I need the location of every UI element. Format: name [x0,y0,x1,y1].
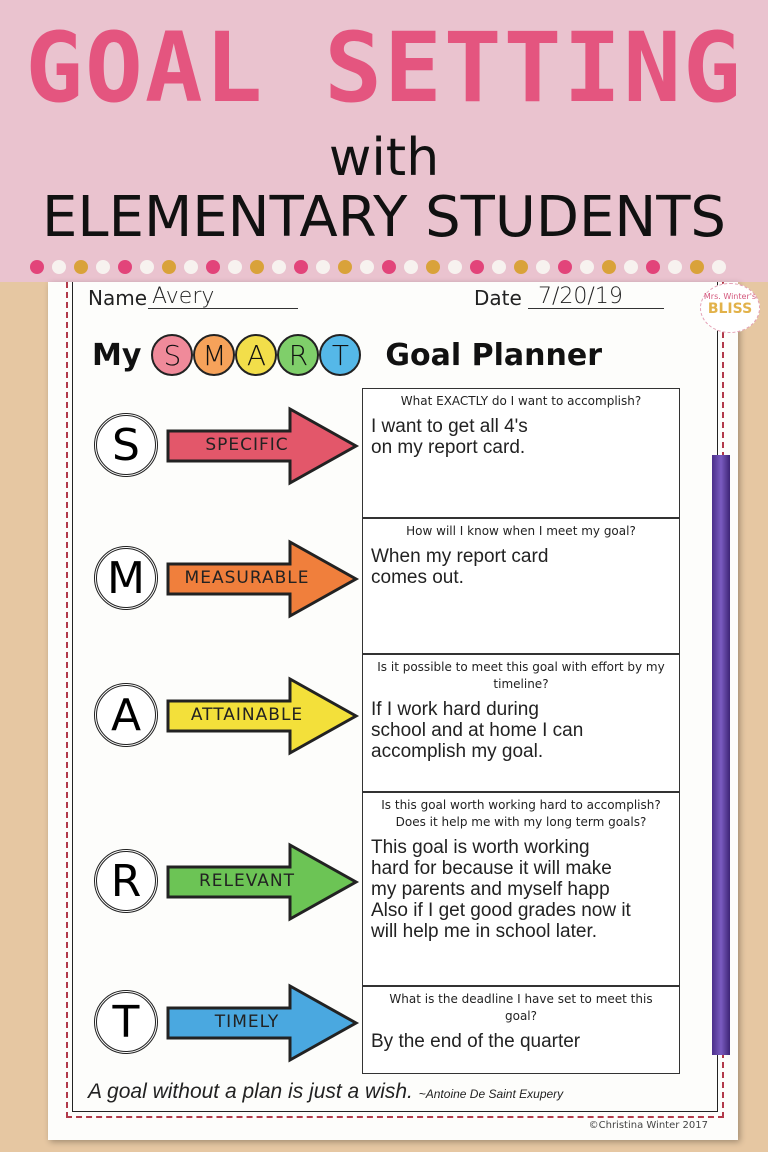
dot [382,260,396,274]
dot [470,260,484,274]
copyright: ©Christina Winter 2017 [588,1120,708,1131]
answer-box [362,654,680,792]
dot [52,260,66,274]
quote-author: ~Antoine De Saint Exupery [418,1087,564,1101]
dot [536,260,550,274]
question: Is this goal worth working hard to accomplish? Does it help me with my long term goals? [381,798,661,829]
letter-circle-measurable: M [94,546,158,610]
dot [360,260,374,274]
dot [558,260,572,274]
dot [228,260,242,274]
arrow-label: MEASURABLE [184,568,310,588]
letter-circle-attainable: A [94,683,158,747]
dot [426,260,440,274]
dot [206,260,220,274]
dot [316,260,330,274]
dot [404,260,418,274]
title-goal-planner: Goal Planner [385,337,602,373]
letter-circle-relevant: R [94,849,158,913]
arrow-label: ATTAINABLE [190,705,304,725]
dot [448,260,462,274]
logo-line1: Mrs. Winter's [703,292,757,301]
dot [250,260,264,274]
name-value[interactable]: Avery [152,284,215,309]
quote [88,1080,563,1104]
subtitle: ELEMENTARY STUDENTS [42,185,726,250]
dot [668,260,682,274]
dot [338,260,352,274]
worksheet [48,282,738,1140]
dot [514,260,528,274]
answer[interactable]: If I work hard during school and at home I can accomplish my goal. [371,699,584,762]
letter-circle-timely: T [94,990,158,1054]
name-label: Name [88,286,148,310]
answer-box [362,792,680,986]
answer-box [362,986,680,1074]
arrow-label: TIMELY [214,1012,280,1032]
dot [294,260,308,274]
dot [162,260,176,274]
title-with: with [328,128,440,188]
smart-circles [151,334,361,376]
planner-title [92,334,602,376]
smart-letter-circle: M [193,334,235,376]
dot [690,260,704,274]
dot [118,260,132,274]
logo-line2: BLISS [707,301,753,317]
question: What EXACTLY do I want to accomplish? [400,394,642,408]
answer[interactable]: This goal is worth working hard for because it will make my parents and myself happ Also if I get good grades now it will help me in school later. [371,837,631,942]
dot [492,260,506,274]
dot [580,260,594,274]
dot [272,260,286,274]
question: Is it possible to meet this goal with effort by my timeline? [377,660,665,691]
title: GOAL SETTING [25,12,743,124]
dot [602,260,616,274]
letter-circle-specific: S [94,413,158,477]
dot [74,260,88,274]
smart-letter-circle: A [235,334,277,376]
dot [624,260,638,274]
arrow-label: SPECIFIC [205,435,289,455]
quote-text: A goal without a plan is just a wish. [88,1080,413,1103]
question: How will I know when I meet my goal? [406,524,636,538]
dot [712,260,726,274]
smart-letter-circle: R [277,334,319,376]
smart-letter-circle: S [151,334,193,376]
dot [96,260,110,274]
pencil [712,455,730,1055]
smart-letter-circle: T [319,334,361,376]
question: What is the deadline I have set to meet this goal? [389,992,653,1023]
dot [30,260,44,274]
answer[interactable]: By the end of the quarter [371,1031,581,1052]
answer[interactable]: When my report card comes out. [371,546,549,588]
answer-box [362,518,680,654]
logo [700,283,760,333]
answer[interactable]: I want to get all 4's on my report card. [371,416,528,458]
dot [646,260,660,274]
date-value[interactable]: 7/20/19 [538,284,623,309]
dot [184,260,198,274]
dot [140,260,154,274]
answer-box [362,388,680,518]
dot-divider [30,260,726,274]
header-banner [0,0,768,282]
title-my: My [92,337,142,373]
arrow-label: RELEVANT [198,871,296,891]
date-label: Date [474,286,522,310]
